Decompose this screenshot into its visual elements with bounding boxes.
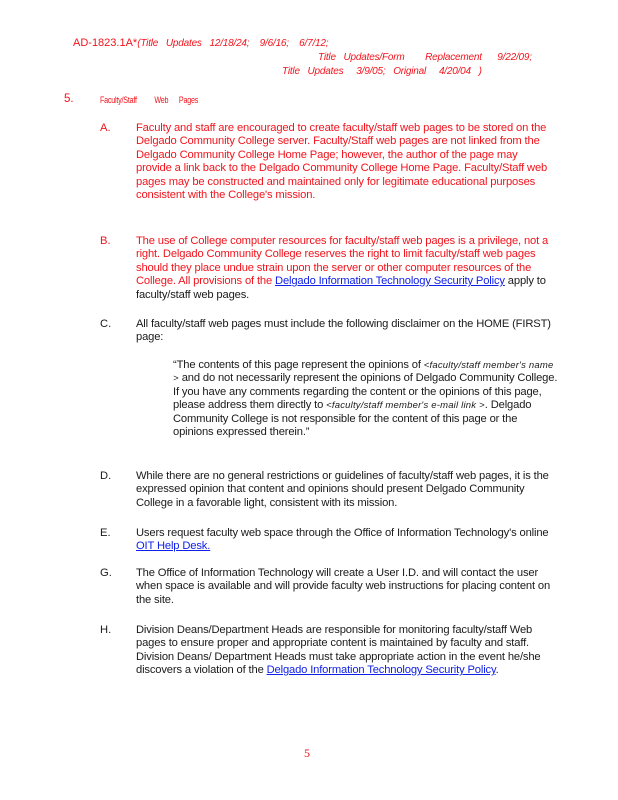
item-text-part: Division Deans/Department Heads are responsible for monitoring faculty/staff Web pages to ensure proper and appropriate content is maintained by faculty and staff. Division Deans/ Department Heads must take appropriate action in the event he/she discovers a violation of the bbox=[136, 624, 541, 677]
oit-help-desk-link[interactable]: OIT Help Desk. bbox=[136, 540, 211, 553]
item-text: Faculty and staff are encouraged to create faculty/staff web pages to be stored on the Delgado Community College server. Faculty/Staff web pages are not linked from the Delgado Community College Home Page; however, the author of the page may provide a link back to the Delgado Community College Home Page. Faculty/Staff web pages may be constructed and maintained only for legitimate educational purposes consistent with the College's mission. bbox=[136, 122, 548, 202]
document-header-line1 bbox=[73, 37, 328, 49]
placeholder-email-link: <faculty/staff member's e-mail link > bbox=[326, 400, 485, 412]
security-policy-link[interactable]: Delgado Information Technology Security Policy bbox=[275, 275, 505, 288]
section-heading bbox=[64, 93, 199, 105]
item-letter: A. bbox=[100, 122, 111, 134]
section-number: 5. bbox=[64, 93, 74, 105]
section-title: Faculty/Staff Web Pages bbox=[100, 95, 199, 105]
item-letter: B. bbox=[100, 235, 111, 247]
placeholder-member-name: <faculty/staff member's name > bbox=[173, 360, 554, 385]
item-text: While there are no general restrictions or guidelines of faculty/staff web pages, it is the expressed opinion that content and opinions should present Delgado Community College in a favorable light, consistent with its mission. bbox=[136, 470, 549, 509]
item-letter: H. bbox=[100, 624, 112, 636]
item-text: The Office of Information Technology will create a User I.D. and will contact the user when space is available and will provide faculty web instructions for placing content on the site. bbox=[136, 567, 551, 606]
item-text bbox=[136, 235, 556, 302]
revision-history: (Title Updates 12/18/24; 9/6/16; 6/7/12; bbox=[137, 38, 329, 49]
item-text: All faculty/staff web pages must include the following disclaimer on the HOME (FIRST) page: bbox=[136, 318, 551, 344]
item-text bbox=[136, 527, 556, 554]
quote-text: and do not necessarily represent the opinions of Delgado Community College. If you have any comments regarding the content or the opinions of this page, please address them directly to bbox=[173, 372, 558, 412]
item-text-part: Users request faculty web space through the Office of Information Technology's online bbox=[136, 527, 549, 539]
item-text-part: apply to faculty/staff web pages. bbox=[136, 275, 546, 301]
item-text-part: . bbox=[495, 664, 499, 677]
security-policy-link[interactable]: Delgado Information Technology Security Policy bbox=[266, 664, 496, 677]
item-text-part: The use of College computer resources for faculty/staff web pages is a privilege, not a right. Delgado Community College reserves the right to limit faculty/staff web pages should they place undue strain upon the server or other computer resources of the College. All provisions of the bbox=[136, 235, 549, 288]
document-id: AD-1823.1A* bbox=[73, 37, 138, 49]
document-header-line2: Title Updates/Form Replacement 9/22/09; bbox=[318, 52, 532, 63]
document-header-line3: Title Updates 3/9/05; Original 4/20/04 ) bbox=[282, 66, 482, 77]
item-letter: D. bbox=[100, 470, 112, 482]
quote-text: “The contents of this page represent the opinions of bbox=[173, 359, 424, 371]
disclaimer-quote bbox=[173, 359, 558, 439]
quote-text: . Delgado Community College is not responsible for the content of this page or the opinions expressed therein.” bbox=[173, 399, 532, 439]
page-number: 5 bbox=[304, 746, 310, 760]
item-letter: G. bbox=[100, 567, 112, 579]
item-letter: C. bbox=[100, 318, 112, 330]
item-text bbox=[136, 624, 556, 678]
item-letter: E. bbox=[100, 527, 111, 539]
